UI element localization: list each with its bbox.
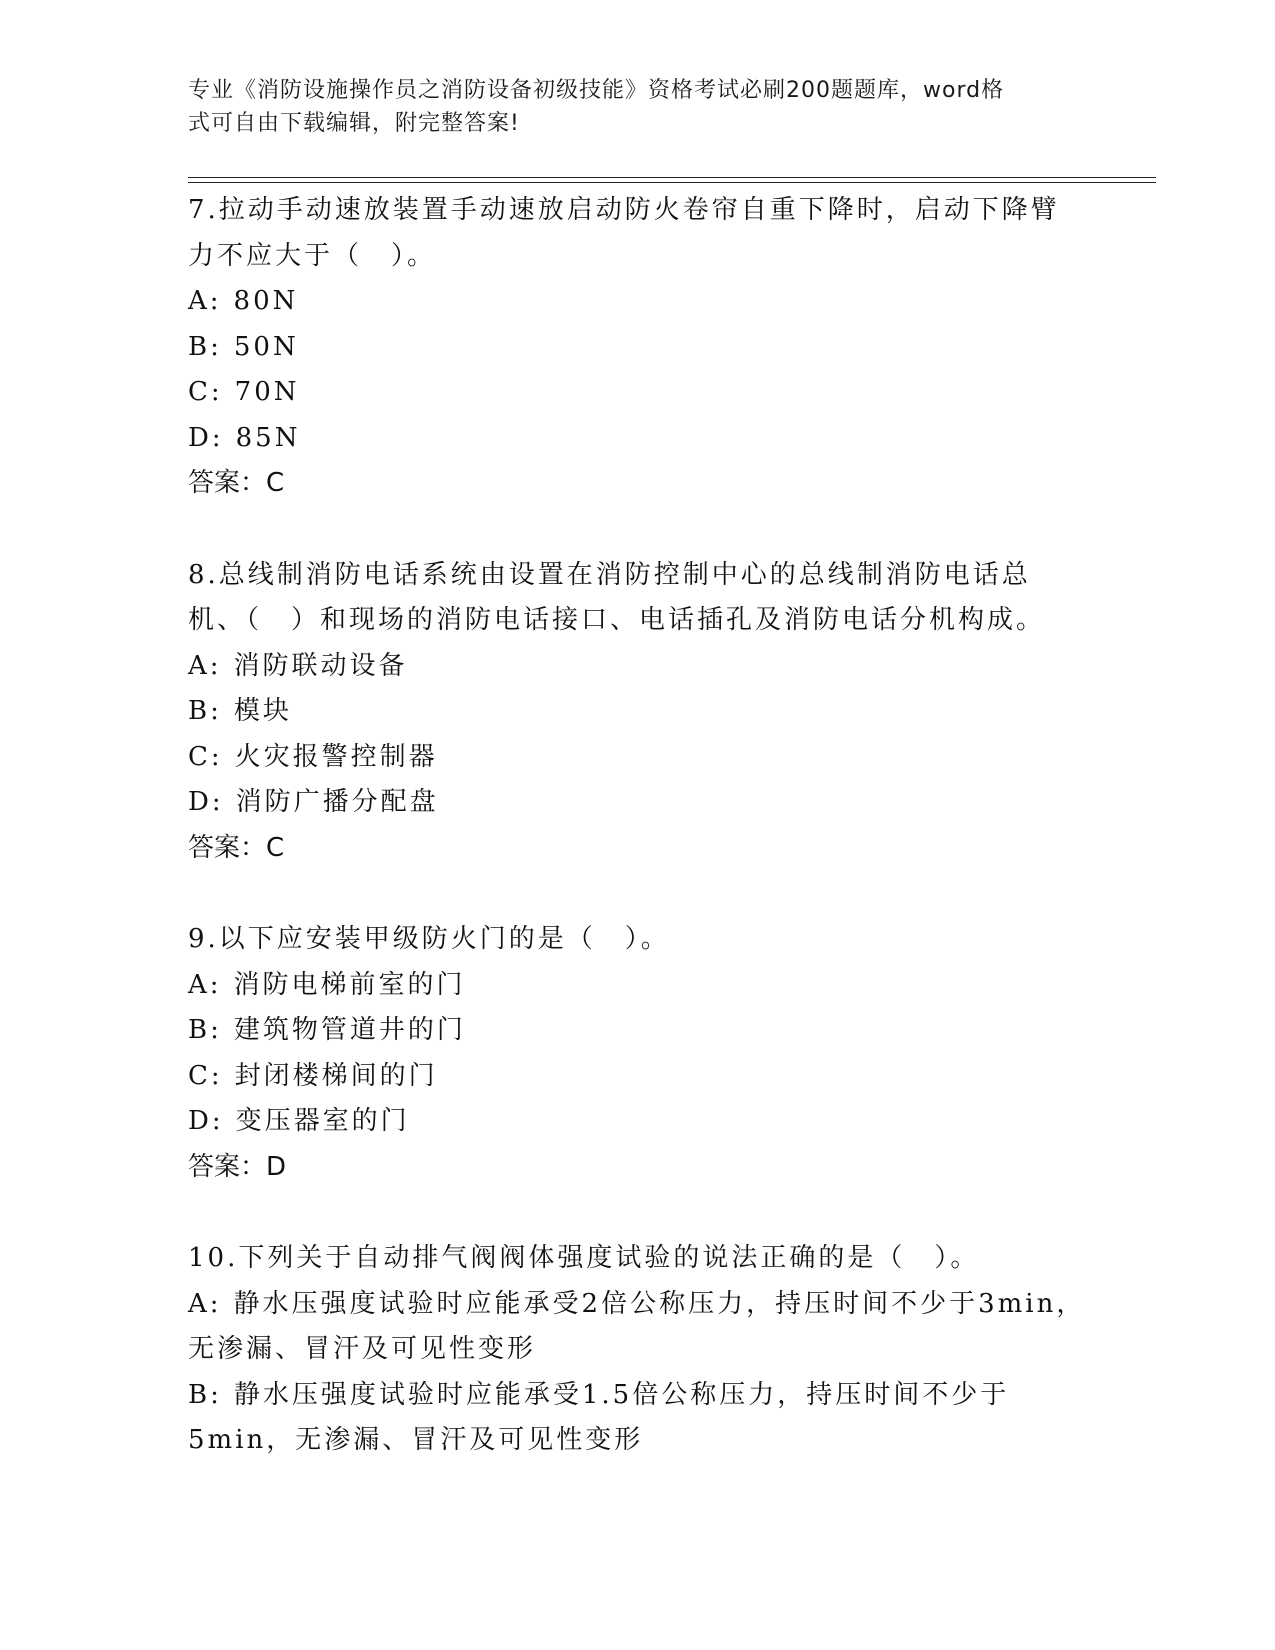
question-stem: 9.以下应安装甲级防火门的是（ ）。	[188, 924, 670, 954]
option-b	[188, 1373, 1088, 1464]
option-c	[188, 735, 1088, 781]
option-b	[188, 325, 1088, 371]
option-text: 建筑物管道井的门	[233, 1015, 466, 1045]
option-a	[188, 1282, 1088, 1373]
question-spacer	[188, 1190, 1088, 1236]
option-a	[188, 963, 1088, 1009]
option-text: 70N	[234, 377, 300, 407]
option-a	[188, 644, 1088, 690]
question-stem: 8.总线制消防电话系统由设置在消防控制中心的总线制消防电话总机、（ ）和现场的消防电话接口、电话插孔及消防电话分机构成。	[188, 559, 1046, 635]
option-letter: C:	[188, 1060, 223, 1091]
question-list	[188, 188, 1088, 1464]
option-a	[188, 279, 1088, 325]
option-letter: D:	[188, 422, 224, 453]
option-letter: D:	[188, 1106, 224, 1136]
option-letter: A:	[188, 969, 222, 1000]
option-letter: A:	[188, 286, 222, 316]
option-text: 模块	[233, 696, 292, 726]
option-letter: B:	[188, 696, 222, 726]
question-spacer	[188, 871, 1088, 917]
option-d	[188, 1099, 1088, 1145]
option-b	[188, 1008, 1088, 1054]
question-7	[188, 188, 1088, 507]
option-letter: D:	[188, 787, 224, 817]
option-text: 消防电梯前室的门	[233, 969, 466, 1000]
option-c	[188, 1054, 1088, 1100]
option-letter: B:	[188, 1379, 222, 1410]
option-letter: A:	[188, 1288, 222, 1319]
option-text: 封闭楼梯间的门	[234, 1060, 438, 1091]
option-c	[188, 370, 1088, 416]
header-line-2: 式可自由下载编辑，附完整答案!	[188, 111, 520, 136]
header-divider-bottom	[188, 182, 1156, 183]
option-d	[188, 780, 1088, 826]
question-8	[188, 553, 1088, 872]
option-b	[188, 689, 1088, 735]
option-text: 50N	[233, 331, 299, 362]
answer-line: 答案：C	[188, 468, 285, 498]
question-9	[188, 917, 1088, 1190]
header-line-1: 专业《消防设施操作员之消防设备初级技能》资格考试必刷200题题库，word格	[188, 78, 1005, 103]
header-divider-top	[188, 177, 1156, 178]
option-letter: C:	[188, 741, 223, 772]
option-d	[188, 416, 1088, 462]
option-text: 静水压强度试验时应能承受1.5倍公称压力，持压时间不少于5min，无渗漏、冒汗及可见性变形	[188, 1379, 1010, 1455]
document-header	[188, 74, 1088, 140]
question-spacer	[188, 507, 1088, 553]
option-letter: B:	[188, 1015, 222, 1045]
option-text: 消防联动设备	[233, 650, 408, 681]
question-10	[188, 1236, 1088, 1464]
option-letter: A:	[188, 650, 222, 681]
question-stem: 10.下列关于自动排气阀阀体强度试验的说法正确的是（ ）。	[188, 1243, 980, 1273]
option-text: 静水压强度试验时应能承受2倍公称压力，持压时间不少于3min，无渗漏、冒汗及可见性变形	[188, 1288, 1086, 1364]
answer-line: 答案：D	[188, 1151, 287, 1182]
option-letter: C:	[188, 377, 223, 407]
option-text: 80N	[233, 286, 299, 316]
option-letter: B:	[188, 331, 222, 362]
option-text: 火灾报警控制器	[234, 741, 438, 772]
option-text: 变压器室的门	[235, 1106, 410, 1136]
answer-line: 答案：C	[188, 832, 285, 863]
option-text: 85N	[235, 422, 301, 453]
option-text: 消防广播分配盘	[235, 787, 439, 817]
question-stem: 7.拉动手动速放装置手动速放启动防火卷帘自重下降时，启动下降臂力不应大于（ ）。	[188, 195, 1060, 271]
